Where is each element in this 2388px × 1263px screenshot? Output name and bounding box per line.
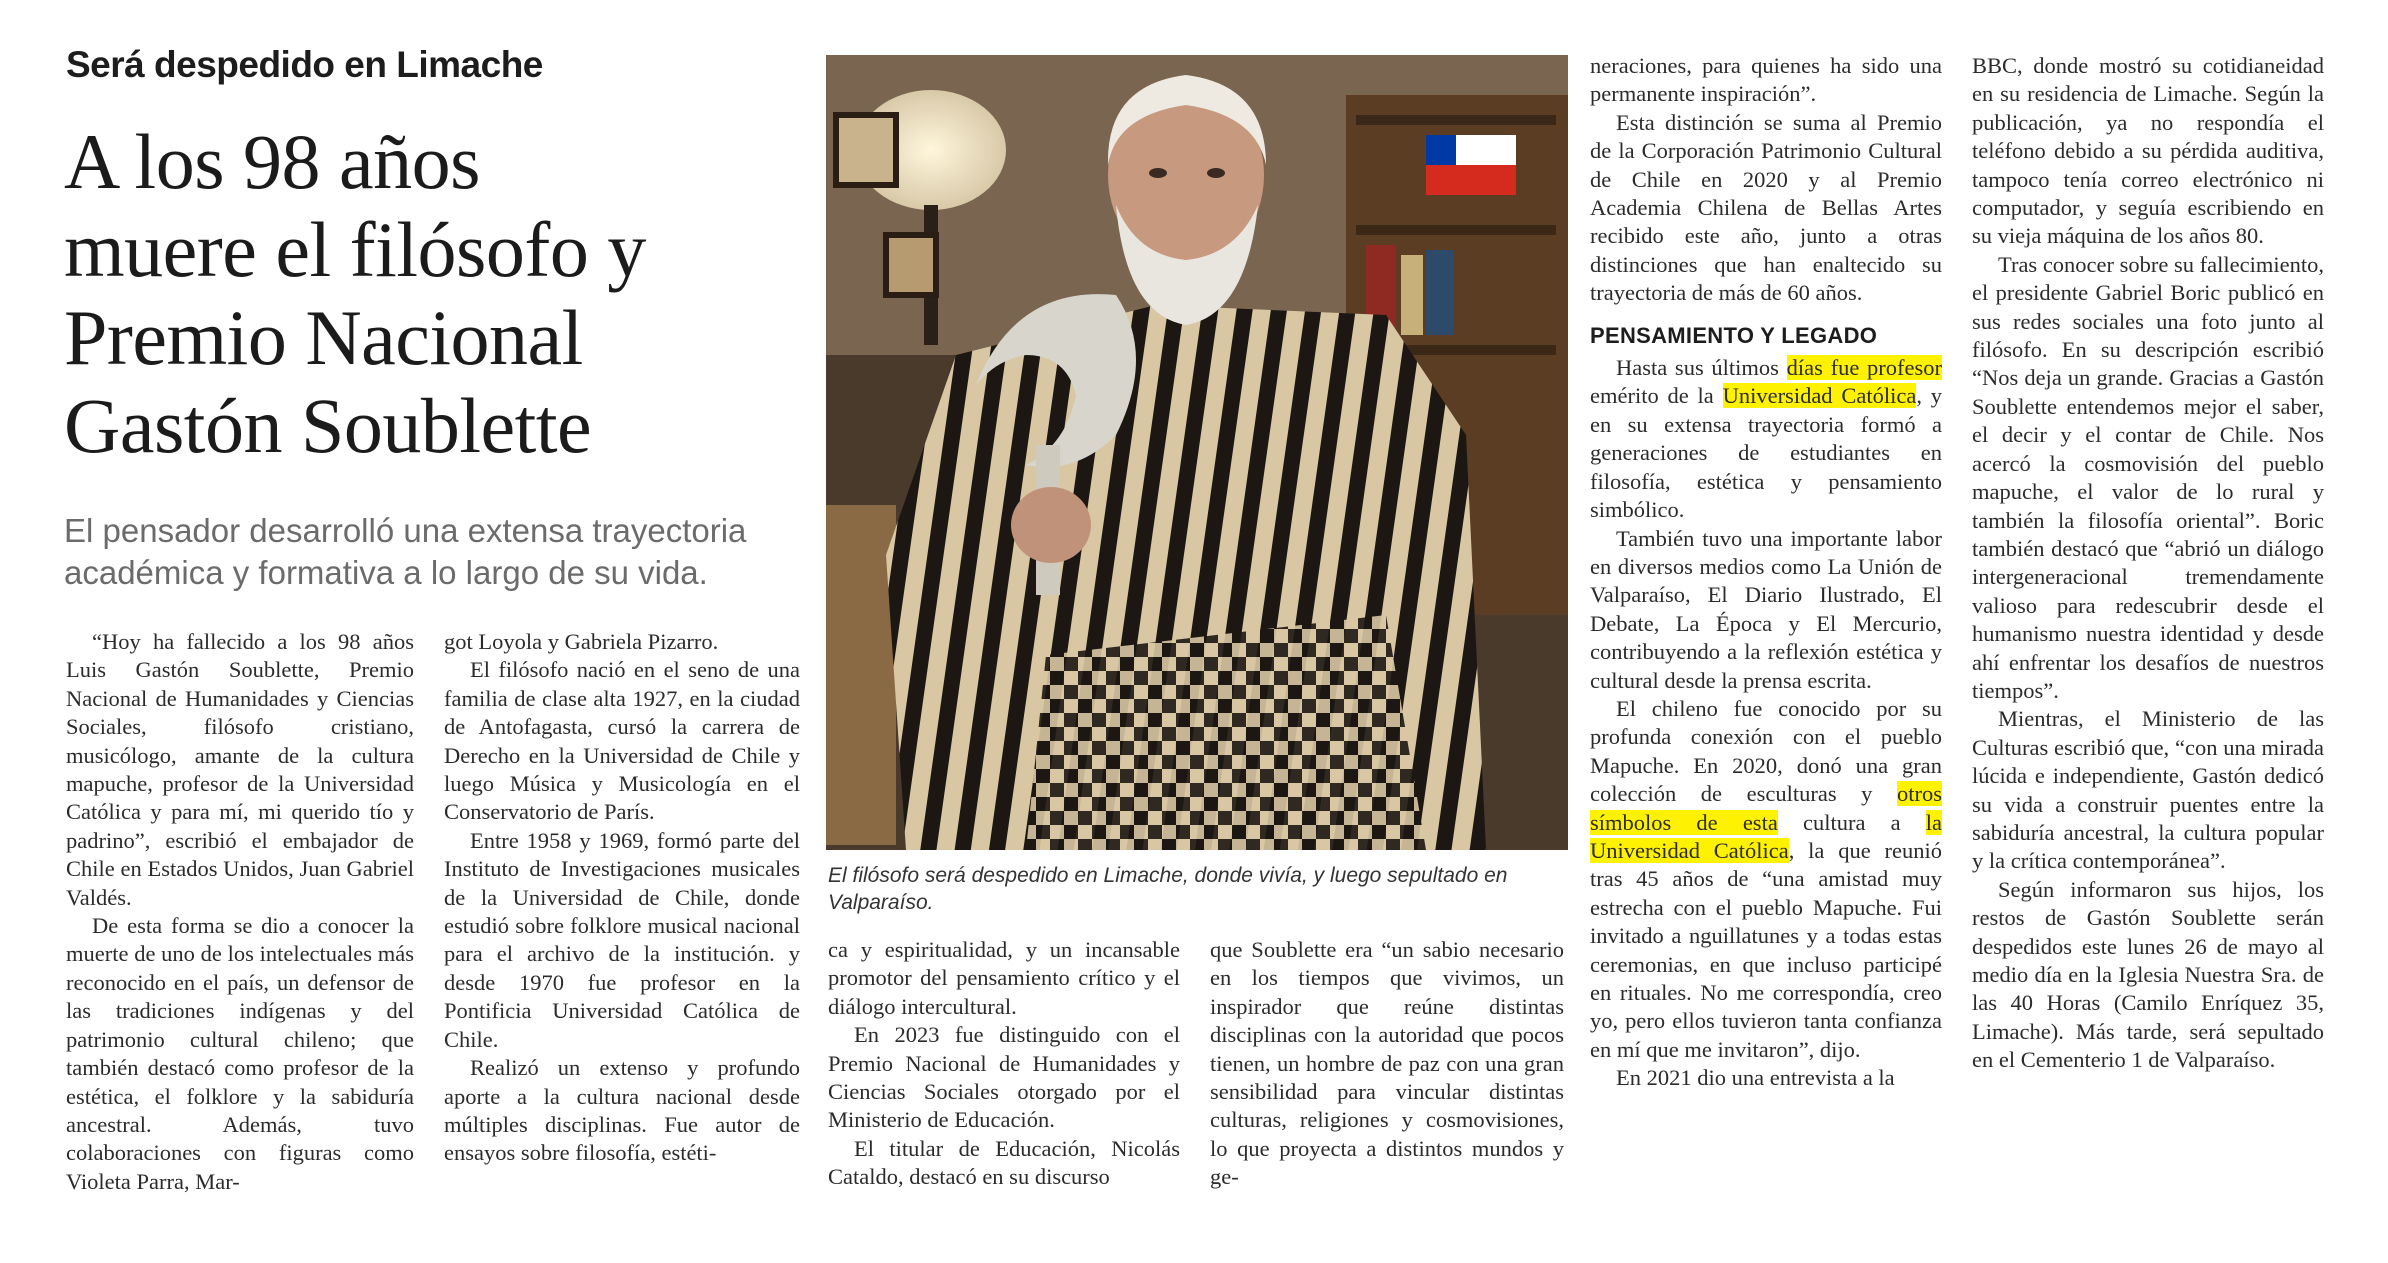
body-text: , la que reunió tras 45 años de “una amistad muy estrecha con el pueblo Mapuche. Fui invitado a nguillatunes y a todas estas ceremonias, en que incluso participé en rituales. No me correspondía, creo yo, pero ellos tuvieron tanta confianza en mí que me invitaron”, dijo.	[1590, 837, 1942, 1062]
article-kicker: Será despedido en Limache	[66, 44, 543, 85]
article-photo	[826, 55, 1568, 850]
headline-line: Gastón Soublette	[64, 382, 592, 469]
body-paragraph: En 2021 dio una entrevista a la	[1616, 1065, 1895, 1091]
body-paragraph: Realizó un extenso y profundo aporte a la cultura nacional desde múltiples disciplinas. Fue autor de ensayos sobre filosofía, estéti-	[444, 1055, 800, 1166]
highlighted-text: días fue profesor	[1786, 355, 1942, 381]
body-paragraph: Según informaron sus hijos, los restos de Gastón Soublette serán despedidos este lunes 26 de mayo al medio día en la Iglesia Nuestra Sra. de las 40 Horas (Camilo Enríquez 35, Limache). Más tarde, será sepultado en el Cementerio 1 de Valparaíso.	[1972, 876, 2324, 1073]
body-paragraph: También tuvo una importante labor en diversos medios como La Unión de Valparaíso, El Diario Ilustrado, El Debate, La Época y El Mercurio, contribuyendo a la reflexión estética y cultural desde la prensa escrita.	[1590, 525, 1942, 693]
headline-line: A los 98 años	[64, 118, 481, 205]
article-headline	[64, 118, 824, 470]
deck-line: El pensador desarrolló una extensa trayectoria	[64, 512, 747, 549]
body-paragraph: got Loyola y Gabriela Pizarro.	[444, 629, 719, 654]
body-text: Hasta sus últimos	[1616, 355, 1787, 381]
article-deck	[64, 510, 824, 594]
body-paragraph: Mientras, el Ministerio de las Culturas escribió que, “con una mirada lúcida e independiente, Gastón dedicó su vida a construir puentes entre la sabiduría ancestral, la cultura popular y la crítica contemporánea”.	[1972, 706, 2324, 874]
body-paragraph: Entre 1958 y 1969, formó parte del Instituto de Investigaciones musicales de la Universidad de Chile, donde estudió sobre folklore musical nacional para el archivo de la institución. y desde 1970 fue profesor en la Pontificia Universidad Católica de Chile.	[444, 827, 800, 1052]
body-text: , y en su extensa trayectoria formó a generaciones de estudiantes en filosofía, estética y pensamiento simbólico.	[1590, 383, 1942, 523]
headline-line: muere el filósofo y	[64, 206, 646, 293]
body-column-3	[828, 936, 1180, 1192]
highlighted-text: otros símbolos de esta	[1590, 781, 1942, 835]
body-paragraph: ca y espiritualidad, y un incansable promotor del pensamiento crítico y el diálogo intercultural.	[828, 937, 1180, 1019]
highlighted-text: la Universidad Católica	[1590, 809, 1942, 863]
body-paragraph: El filósofo nació en el seno de una familia de clase alta 1927, en la ciudad de Antofagasta, cursó la carrera de Derecho en la Universidad de Chile y luego Música y Musicología en el Conservatorio de París.	[444, 657, 800, 825]
body-paragraph: BBC, donde mostró su cotidianeidad en su residencia de Limache. Según la publicación, ya no respondía el teléfono debido a su pérdida auditiva, tampoco tenía correo electrónico ni computador, y seguía escribiendo en su vieja máquina de los años 80.	[1972, 53, 2324, 249]
body-paragraph	[1590, 354, 1942, 524]
section-subhead: PENSAMIENTO Y LEGADO	[1590, 322, 1878, 348]
headline-line: Premio Nacional	[64, 294, 583, 381]
body-text: cultura a	[1777, 809, 1926, 835]
body-column-4	[1210, 936, 1564, 1192]
deck-line: académica y formativa a lo largo de su vida.	[64, 554, 708, 591]
philosopher-portrait-illustration	[826, 55, 1568, 850]
body-paragraph: El titular de Educación, Nicolás Cataldo, destacó en su discurso	[828, 1135, 1180, 1190]
photo-caption: El filósofo será despedido en Limache, donde vivía, y luego sepultado en Valparaíso.	[828, 864, 1508, 914]
body-paragraph: Tras conocer sobre su fallecimiento, el presidente Gabriel Boric publicó en sus redes sociales una foto junto al filósofo. En su descripción escribió “Nos deja un grande. Gracias a Gastón Soublette entendemos mejor el saber, el decir y el contar de Chile. Nos acercó la cosmovisión del pueblo mapuche, el valor de lo rural y también la filosofía oriental”. Boric también destacó que “abrió un diálogo intergeneracional tremendamente valioso para redescubrir desde el humanismo nuestra identidad y desde ahí enfrentar los desafíos de nuestros tiempos”.	[1972, 251, 2324, 703]
body-column-2	[444, 628, 800, 1168]
body-text: El chileno fue conocido por su profunda conexión con el pueblo Mapuche. En 2020, donó una gran colección de esculturas y	[1590, 695, 1942, 807]
body-column-1	[66, 628, 414, 1196]
body-paragraph: que Soublette era “un sabio necesario en los tiempos que vivimos, un inspirador que reúne distintas disciplinas con la autoridad que pocos tienen, un hombre de paz con una gran sensibilidad para vincular distintas culturas, religiones y cosmovisiones, lo que proyecta a distintos mundos y ge-	[1210, 937, 1564, 1190]
body-text: emérito de la	[1590, 383, 1723, 409]
highlighted-text: Universidad Católica	[1722, 383, 1917, 409]
body-paragraph: neraciones, para quienes ha sido una permanente inspiración”.	[1590, 53, 1942, 107]
body-paragraph: “Hoy ha fallecido a los 98 años Luis Gastón Soublette, Premio Nacional de Humanidades y Ciencias Sociales, filósofo cristiano, musicólogo, amante de la cultura mapuche, profesor de la Universidad Católica y para mí, mi querido tío y padrino”, escribió el embajador de Chile en Estados Unidos, Juan Gabriel Valdés.	[66, 629, 414, 910]
body-column-6	[1972, 52, 2324, 1075]
body-paragraph: Esta distinción se suma al Premio de la Corporación Patrimonio Cultural de Chile en 2020 y al Premio Academia Chilena de Bellas Artes recibido este año, junto a otras distinciones que han enaltecido su trayectoria de más de 60 años.	[1590, 109, 1942, 306]
body-paragraph	[1590, 695, 1942, 1064]
body-column-5	[1590, 52, 1942, 1093]
body-paragraph: De esta forma se dio a conocer la muerte de uno de los intelectuales más reconocido en el país, un defensor de las tradiciones indígenas y del patrimonio cultural chileno; que también destacó como profesor de la estética, el folklore y la sabiduría ancestral. Además, tuvo colaboraciones con figuras como Violeta Parra, Mar-	[66, 913, 414, 1194]
body-paragraph: En 2023 fue distinguido con el Premio Nacional de Humanidades y Ciencias Sociales otorgado por el Ministerio de Educación.	[828, 1022, 1180, 1133]
